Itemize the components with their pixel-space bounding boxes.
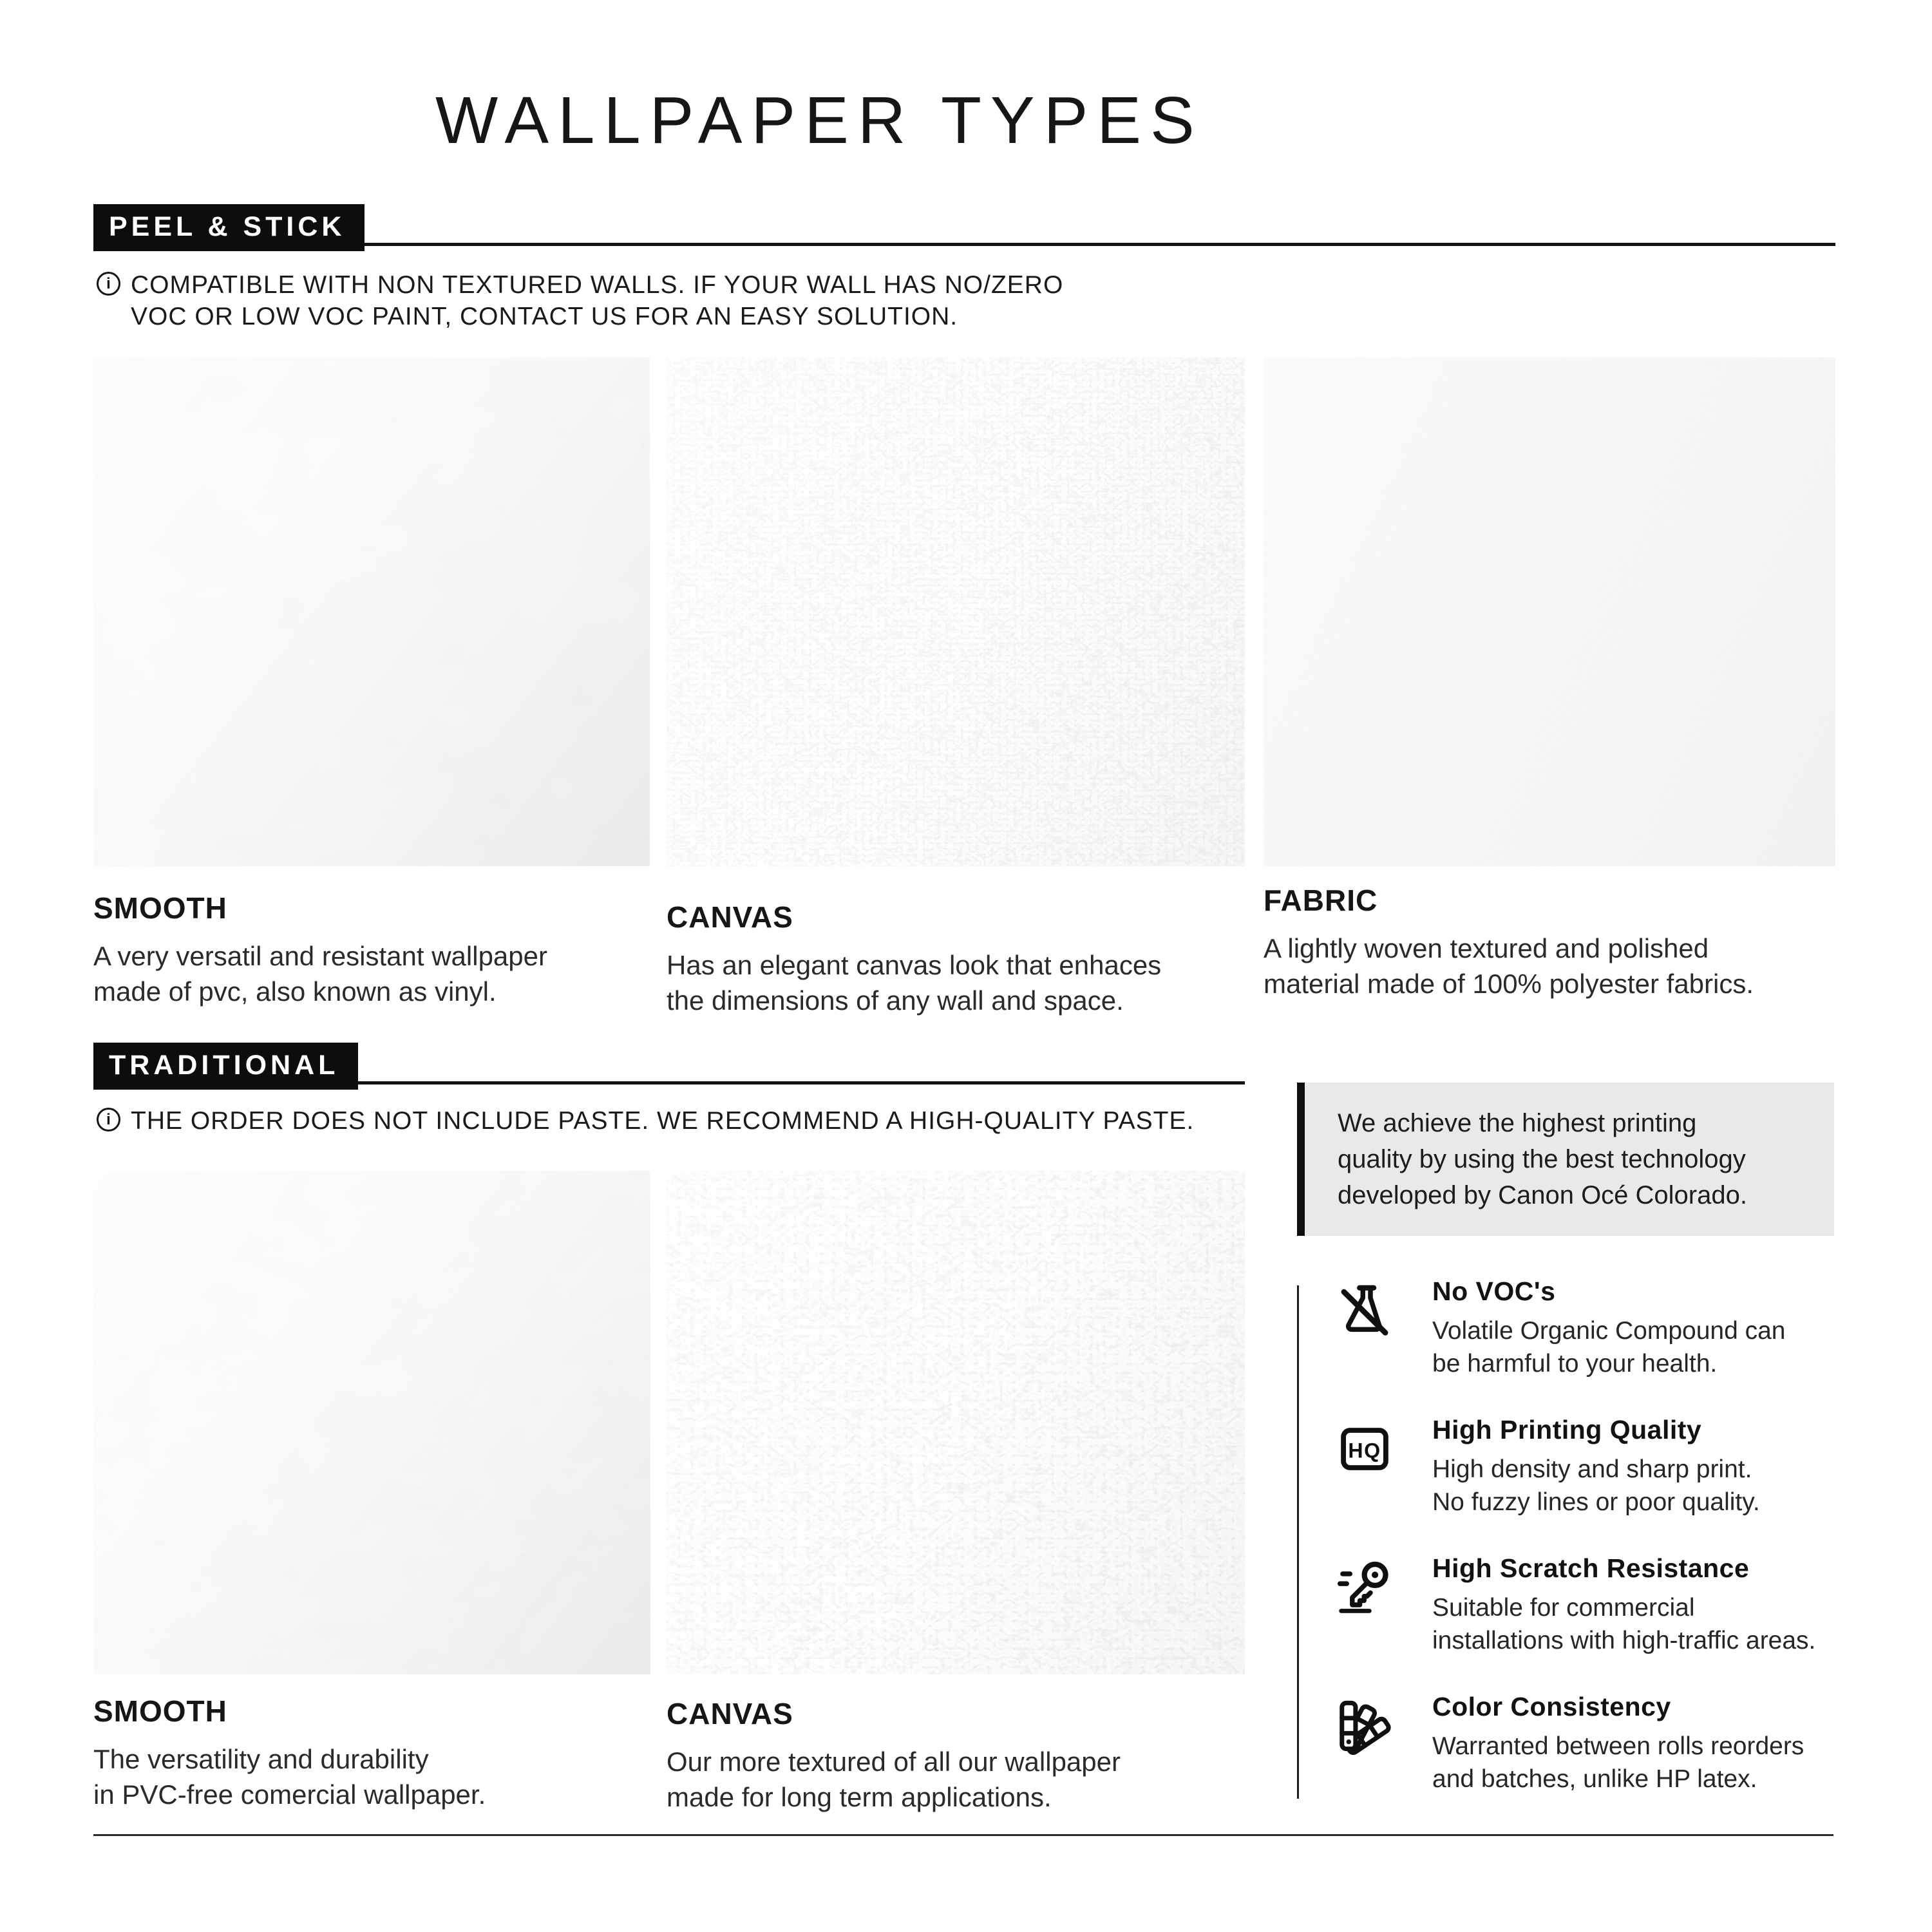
feature-high-scratch-resistance — [1334, 1553, 1856, 1657]
feature-title: High Scratch Resistance — [1432, 1553, 1750, 1583]
swatch-title: SMOOTH — [93, 1694, 227, 1728]
swatch-title: CANVAS — [667, 900, 793, 934]
desc-line: Suitable for commercial — [1432, 1594, 1695, 1622]
hq-badge-icon — [1334, 1419, 1406, 1519]
features-rule — [1297, 1285, 1299, 1799]
feature-no-voc — [1334, 1276, 1856, 1380]
feature-description — [1432, 1730, 1804, 1795]
desc-line: made for long term applications. — [667, 1782, 1052, 1812]
desc-line: installations with high-traffic areas. — [1432, 1627, 1816, 1654]
desc-line: Our more textured of all our wallpaper — [667, 1747, 1121, 1777]
caption-smooth-peel — [93, 891, 673, 1009]
feature-title: Color Consistency — [1432, 1692, 1671, 1721]
feature-title: No VOC's — [1432, 1276, 1556, 1306]
feature-high-printing-quality — [1334, 1415, 1856, 1519]
caption-canvas-peel — [667, 900, 1259, 1018]
caption-fabric-peel — [1264, 883, 1856, 1001]
desc-line: Warranted between rolls reorders — [1432, 1732, 1804, 1760]
fabric-linen-texture — [1264, 357, 1835, 866]
caption-smooth-traditional — [93, 1694, 673, 1812]
rough-canvas-texture — [667, 1171, 1245, 1674]
swatch-title: CANVAS — [667, 1697, 793, 1730]
feature-color-consistency — [1334, 1692, 1856, 1795]
desc-line: in PVC-free comercial wallpaper. — [93, 1779, 486, 1810]
swatch-title: SMOOTH — [93, 891, 227, 925]
desc-line: A very versatil and resistant wallpaper — [93, 941, 547, 971]
info-icon-glyph: i — [106, 1110, 111, 1128]
hq-badge-label: HQ — [1348, 1439, 1381, 1463]
page-title: WALLPAPER TYPES — [435, 83, 1204, 157]
desc-line: Volatile Organic Compound can — [1432, 1317, 1786, 1345]
desc-line: material made of 100% polyester fabrics. — [1264, 969, 1754, 999]
canvas-weave-texture — [667, 357, 1245, 866]
swatch-title: FABRIC — [1264, 884, 1378, 917]
color-swatch-fan-icon — [1334, 1696, 1406, 1795]
feature-text — [1432, 1553, 1815, 1657]
desc-line: and batches, unlike HP latex. — [1432, 1765, 1757, 1793]
feature-description — [1432, 1453, 1760, 1519]
smooth-paper-texture — [93, 1171, 650, 1674]
note-line: COMPATIBLE WITH NON TEXTURED WALLS. IF YOUR WALL HAS NO/ZERO — [131, 271, 1064, 299]
desc-line: Has an elegant canvas look that enhaces — [667, 950, 1162, 980]
note-line: THE ORDER DOES NOT INCLUDE PASTE. WE RECOMMEND A HIGH-QUALITY PASTE. — [131, 1107, 1195, 1135]
desc-line: The versatility and durability — [93, 1744, 429, 1774]
desc-line: the dimensions of any wall and space. — [667, 985, 1124, 1016]
desc-line: be harmful to your health. — [1432, 1350, 1718, 1378]
quality-line: developed by Canon Océ Colorado. — [1338, 1181, 1747, 1209]
quality-line: quality by using the best technology — [1338, 1145, 1746, 1173]
feature-description — [1432, 1314, 1786, 1380]
key-icon — [1334, 1557, 1406, 1657]
feature-text — [1432, 1415, 1760, 1519]
feature-description — [1432, 1591, 1815, 1657]
feature-title: High Printing Quality — [1432, 1415, 1702, 1444]
note-line: VOC OR LOW VOC PAINT, CONTACT US FOR AN EASY SOLUTION. — [131, 303, 958, 330]
swatch-description — [93, 1741, 673, 1812]
desc-line: made of pvc, also known as vinyl. — [93, 976, 497, 1007]
peel-stick-note-text — [131, 269, 1063, 332]
peel-stick-header: PEEL & STICK — [93, 204, 365, 251]
feature-text — [1432, 1692, 1804, 1795]
feature-text — [1432, 1276, 1786, 1380]
desc-line: High density and sharp print. — [1432, 1455, 1752, 1483]
swatch-description — [93, 938, 673, 1009]
swatch-description — [667, 947, 1259, 1018]
peel-stick-note — [97, 269, 1063, 332]
info-icon — [97, 1108, 120, 1132]
caption-canvas-traditional — [667, 1696, 1272, 1815]
info-icon-glyph: i — [106, 274, 111, 292]
traditional-note — [97, 1105, 1194, 1137]
printing-quality-callout — [1297, 1083, 1834, 1236]
swatch-description — [1264, 931, 1856, 1001]
traditional-note-text — [131, 1105, 1194, 1137]
smooth-vinyl-texture — [93, 357, 650, 866]
quality-line: We achieve the highest printing — [1338, 1109, 1697, 1137]
desc-line: A lightly woven textured and polished — [1264, 933, 1709, 963]
info-icon — [97, 272, 120, 296]
traditional-header: TRADITIONAL — [93, 1043, 358, 1090]
swatch-description — [667, 1744, 1272, 1815]
desc-line: No fuzzy lines or poor quality. — [1432, 1488, 1760, 1516]
bottom-divider — [93, 1834, 1833, 1836]
flask-crossed-icon — [1334, 1280, 1406, 1380]
